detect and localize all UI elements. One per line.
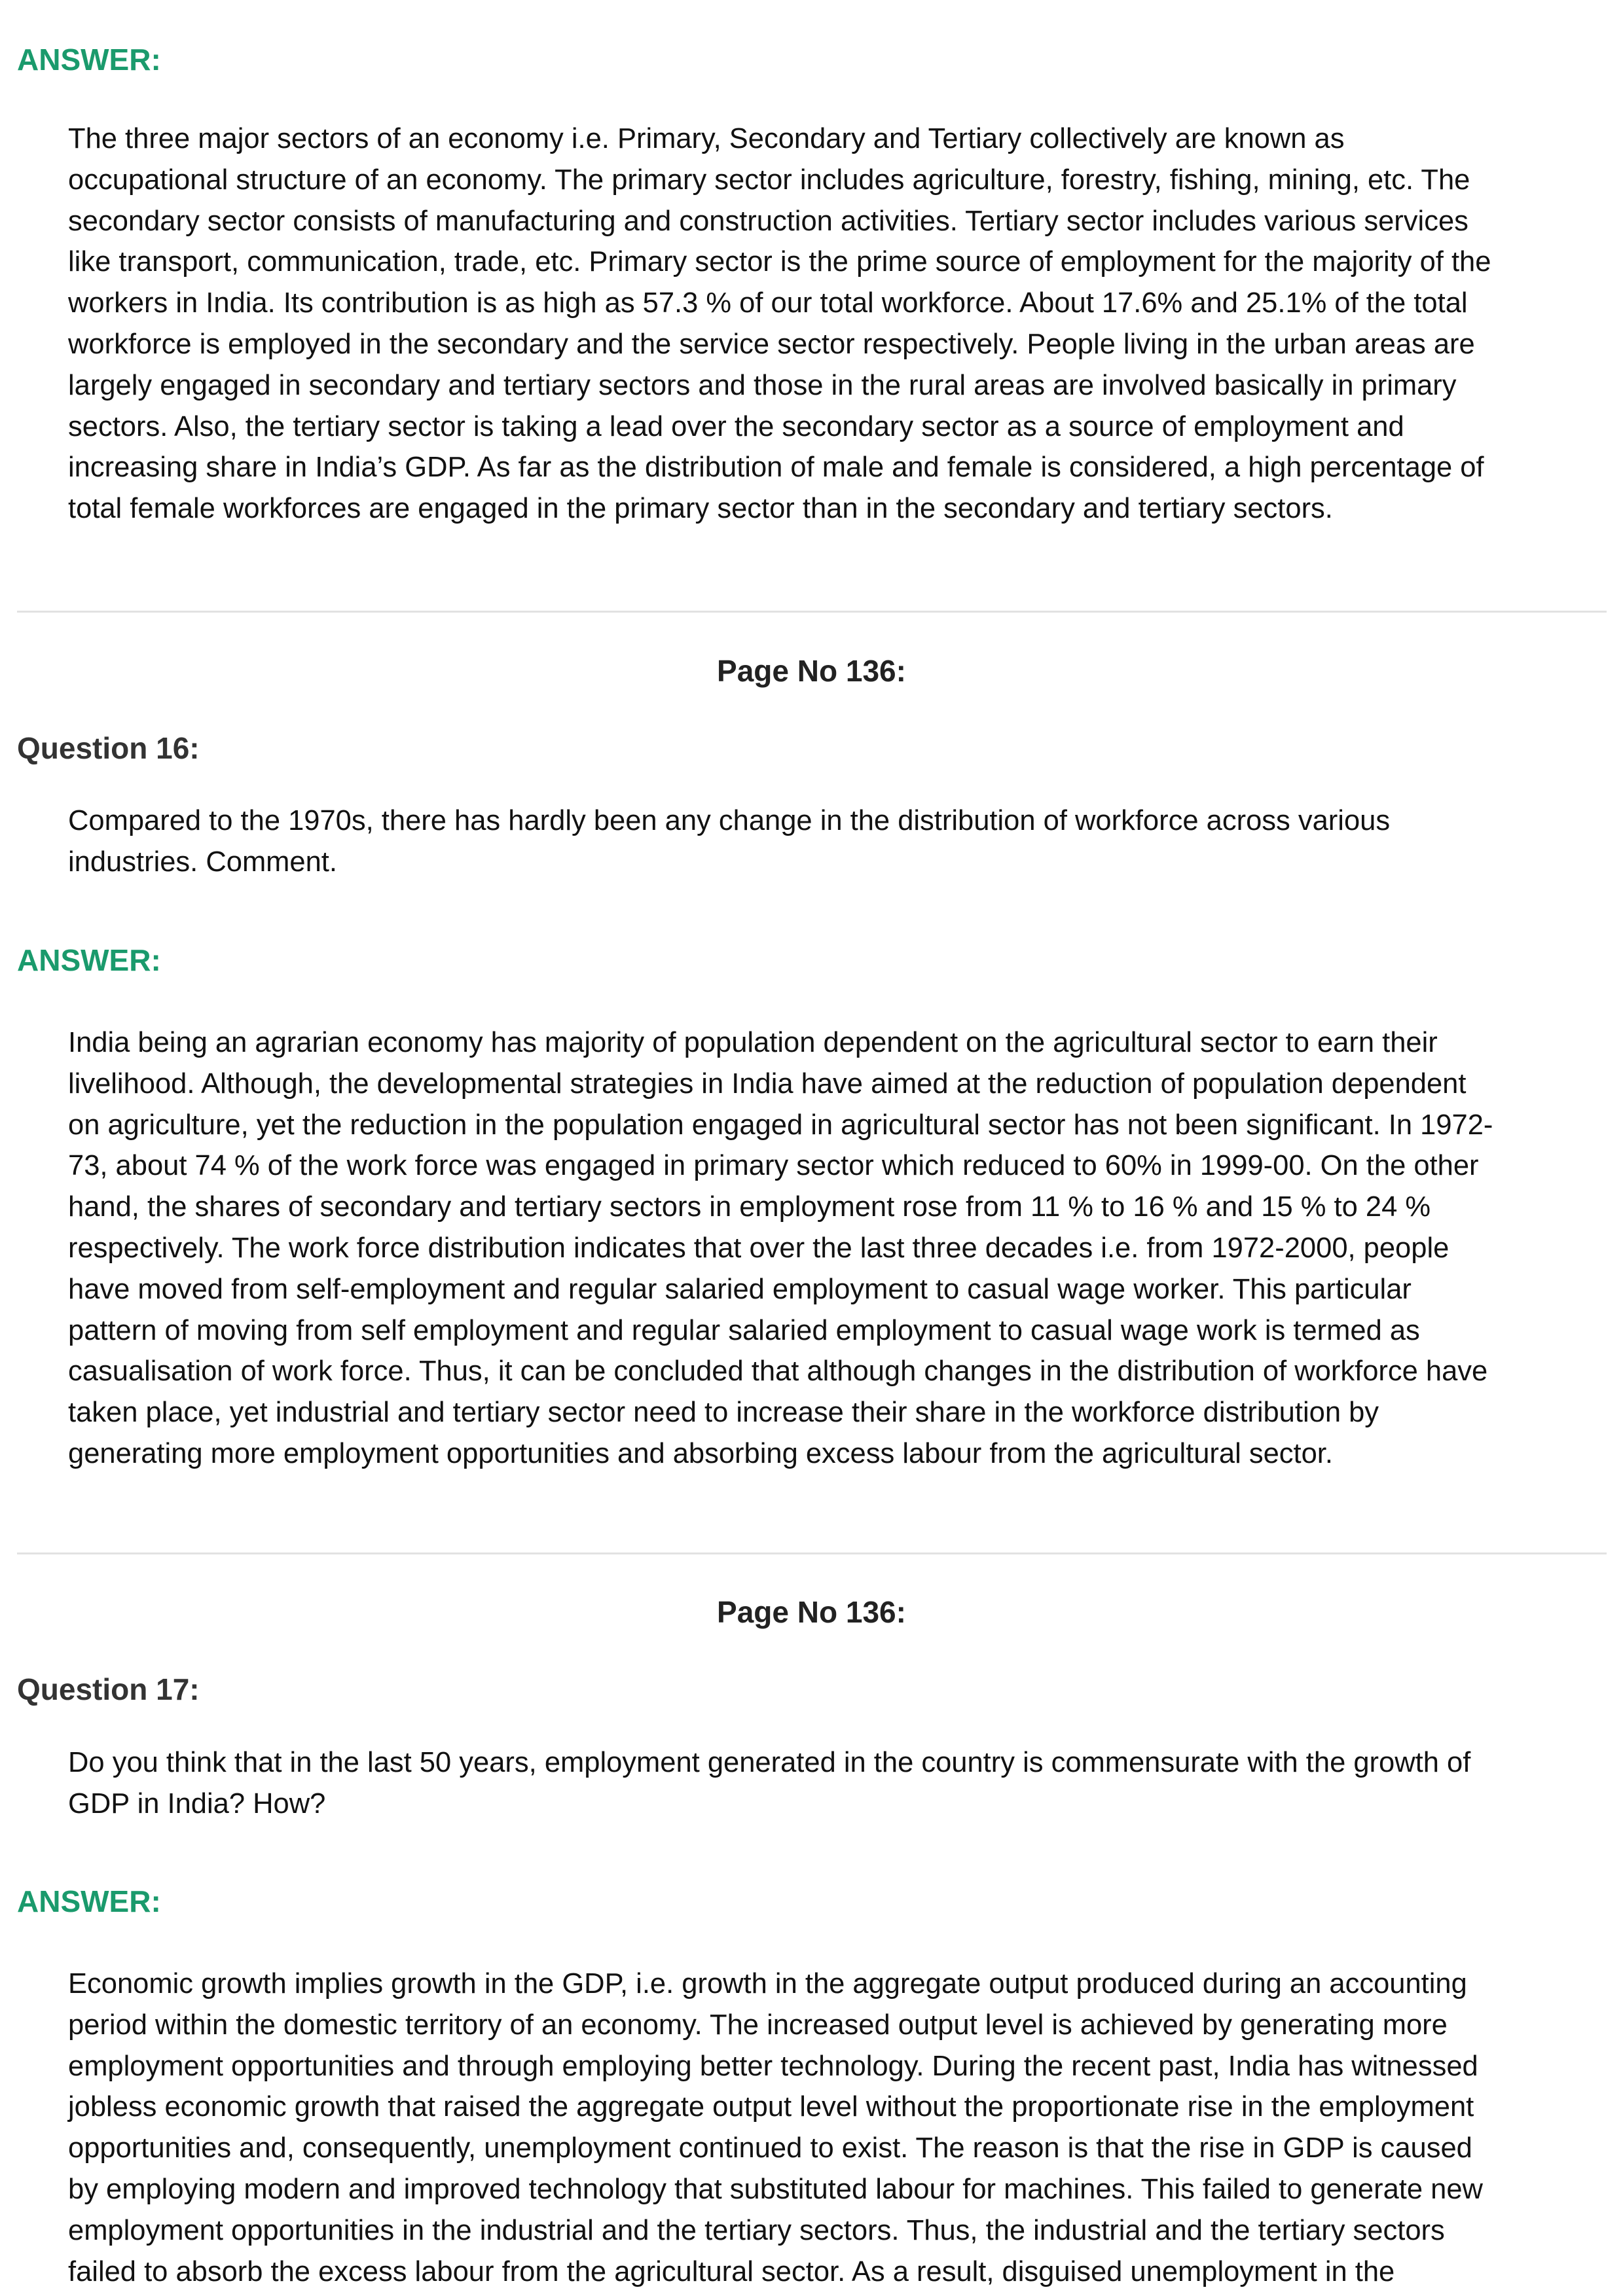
section-divider xyxy=(17,1552,1607,1554)
paragraph-line: generating more employment opportunities and absorbing excess labour from the agricultural sector. xyxy=(68,1437,1333,1469)
paragraph-line: GDP in India? How? xyxy=(68,1787,326,1820)
paragraph-line: India being an agrarian economy has majority of population dependent on the agricultural sector to earn their xyxy=(68,1027,1438,1058)
paragraph-line: total female workforces are engaged in the primary sector than in the secondary and tertiary sectors. xyxy=(68,493,1333,525)
paragraph-line: failed to absorb the excess labour from the agricultural sector. As a result, disguised unemployment in the xyxy=(68,2255,1395,2287)
paragraph-line: workers in India. Its contribution is as high as 57.3 % of our total workforce. About 17.6% and 25.1% of the total xyxy=(68,287,1468,319)
answer-paragraph xyxy=(68,1022,1620,1475)
page-number-heading: Page No 136: xyxy=(717,1595,906,1629)
question-label: Question 17: xyxy=(17,1672,200,1706)
paragraph-line: The three major sectors of an economy i.e. Primary, Secondary and Tertiary collectively are known as xyxy=(68,123,1345,154)
paragraph-line: workforce is employed in the secondary and the service sector respectively. People living in the urban areas are xyxy=(68,328,1475,360)
page-number-heading: Page No 136: xyxy=(717,654,906,688)
paragraph-line: occupational structure of an economy. The primary sector includes agriculture, forestry, fishing, mining, etc. The xyxy=(68,164,1470,196)
paragraph-line: hand, the shares of secondary and tertiary sectors in employment rose from 11 % to 16 % and 15 % to 24 % xyxy=(68,1191,1431,1223)
paragraph-line: taken place, yet industrial and tertiary sector need to increase their share in the workforce distribution by xyxy=(68,1397,1379,1429)
paragraph-line: jobless economic growth that raised the aggregate output level without the proportionate rise in the employment xyxy=(68,2091,1474,2123)
answer-paragraph xyxy=(68,118,1620,529)
paragraph-line: employment opportunities and through employing better technology. During the recent past, India has witnessed xyxy=(68,2050,1478,2082)
paragraph-line: 73, about 74 % of the work force was engaged in primary sector which reduced to 60% in 1999-00. On the other xyxy=(68,1150,1479,1182)
section-divider xyxy=(17,611,1607,613)
paragraph-line: like transport, communication, trade, etc. Primary sector is the prime source of employment for the majority of the xyxy=(68,246,1491,278)
paragraph-line: increasing share in India’s GDP. As far as the distribution of male and female is considered, a high percentage of xyxy=(68,452,1484,484)
paragraph-line: sectors. Also, the tertiary sector is taking a lead over the secondary sector as a source of employment and xyxy=(68,410,1404,442)
paragraph-line: Economic growth implies growth in the GDP, i.e. growth in the aggregate output produced during an accounting xyxy=(68,1968,1467,2000)
answer-paragraph xyxy=(68,1964,1620,2292)
paragraph-line: on agriculture, yet the reduction in the population engaged in agricultural sector has not been significant. In 1972- xyxy=(68,1109,1493,1141)
answer-label: ANSWER: xyxy=(17,943,161,977)
paragraph-line: respectively. The work force distribution indicates that over the last three decades i.e. from 1972-2000, people xyxy=(68,1232,1450,1264)
paragraph-line: secondary sector consists of manufacturing and construction activities. Tertiary sector includes various services xyxy=(68,205,1468,237)
paragraph-line: by employing modern and improved technology that substituted labour for machines. This failed to generate new xyxy=(68,2173,1483,2205)
question-text xyxy=(68,1742,1620,1825)
answer-label: ANSWER: xyxy=(17,1884,161,1918)
paragraph-line: pattern of moving from self employment and regular salaried employment to casual wage work is termed as xyxy=(68,1314,1420,1346)
paragraph-line: industries. Comment. xyxy=(68,846,337,878)
answer-label: ANSWER: xyxy=(17,43,161,77)
paragraph-line: employment opportunities in the industrial and the tertiary sectors. Thus, the industrial and the tertiary sectors xyxy=(68,2214,1445,2246)
question-text xyxy=(68,800,1620,883)
paragraph-line: have moved from self-employment and regular salaried employment to casual wage worker. This particular xyxy=(68,1273,1412,1305)
paragraph-line: period within the domestic territory of an economy. The increased output level is achieved by generating more xyxy=(68,2009,1448,2041)
paragraph-line: Do you think that in the last 50 years, employment generated in the country is commensurate with the growth of xyxy=(68,1747,1471,1778)
question-label: Question 16: xyxy=(17,731,200,765)
paragraph-line: livelihood. Although, the developmental strategies in India have aimed at the reduction of population dependent xyxy=(68,1067,1467,1100)
paragraph-line: largely engaged in secondary and tertiary sectors and those in the rural areas are involved basically in primary xyxy=(68,369,1457,401)
paragraph-line: opportunities and, consequently, unemployment continued to exist. The reason is that the rise in GDP is caused xyxy=(68,2132,1472,2164)
paragraph-line: casualisation of work force. Thus, it can be concluded that although changes in the distribution of workforce have xyxy=(68,1355,1488,1388)
paragraph-line: Compared to the 1970s, there has hardly been any change in the distribution of workforce across various xyxy=(68,805,1391,836)
